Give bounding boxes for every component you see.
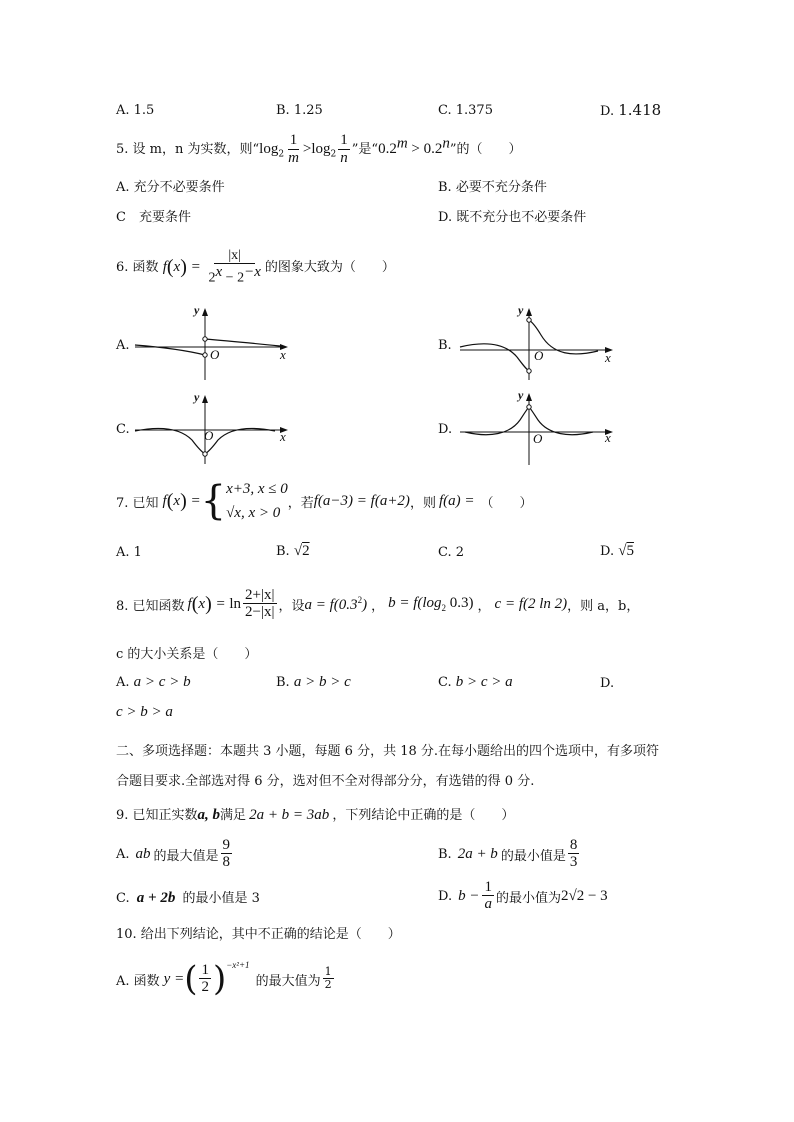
q6-den-base2: 2 [237,271,245,287]
q8-b-def: b = f(log [388,595,442,611]
q6-a-axis-y: y [194,303,200,317]
q9-end: ，下列结论中正确的是（ ） [332,808,515,823]
q7-ask: f(a) = [438,492,475,509]
q9-option-b-label: B. [438,846,452,862]
q8-stem: 8. 已知函数 f(x) = ln $\frac{2+|x|}{2-|x|}$ ，设 $a = f(0.3^2)$ ， $b = f(\log_2$ 0.3) ， c = f(2 ln 2) ，则 a，b， [116,586,640,621]
q9-option-d-label: D. [438,888,453,904]
q6-graph-a [130,305,300,385]
q8-option-d-value: c > b > a [116,704,173,720]
q10-option-a-text: 的最大值为 [255,973,321,989]
q9-option-d-expr: b − [458,887,480,904]
q7-end: （ ） [480,495,533,511]
q9-option-c-text: 的最小值是 3 [182,891,260,906]
q7-case-1: x+3, x ≤ 0 [226,481,288,497]
q7-option-b: B. √2 [276,543,310,559]
q9-option-a-num: 9 [222,836,231,853]
q9-stem [116,804,514,824]
q9-option-c [116,887,260,907]
q8-frac-den: 2−|x| [245,604,275,621]
q9-option-a [116,834,234,874]
q6-d-origin: O [533,431,543,446]
q9-option-a-den: 8 [222,854,231,871]
q5-exp-m: m [396,135,408,152]
q9-option-d-value: 2√2 − 3 [560,887,608,904]
q5-option-d: D. 既不充分也不必要条件 [438,210,587,225]
q5-log-2: log [311,140,331,157]
q7-stem-start: 7. 已知 [116,495,159,511]
q5-option-a: A. 充分不必要条件 [116,180,225,195]
q8-option-a [116,674,191,691]
q7-option-c: C. 2 [438,545,465,560]
q9-stem-start: 9. 已知正实数 [116,808,198,823]
q5-stem-start: 5. 设 m，n 为实数，则“ [116,141,260,157]
q6-c-axis-y: y [194,390,200,404]
q9-option-a-text: 的最大值是 [153,848,219,864]
q8-c-def: c = f(2 ln 2) [494,595,568,612]
q4-option-d [600,101,661,119]
q5-expr-left: 0.2 [378,140,397,157]
q10-max-den: 2 [324,978,332,992]
q9-option-b-num: 8 [569,836,578,853]
q10-y-eq: y = [163,970,185,987]
q10-frac-den: 2 [201,979,209,996]
q10-exponent: −x²+1 [226,960,250,970]
q5-end: ”的（ ） [449,141,522,157]
q5-frac1-num: 1 [289,132,298,148]
q5-frac1-den: m [288,149,299,166]
q8-option-b [276,674,351,691]
q7-option-d-value: 5 [626,543,634,559]
q6-a-origin: O [210,347,220,362]
q6-b-origin: O [534,348,544,363]
q9-option-b [438,834,581,874]
q7-option-a: A. 1 [116,545,142,560]
q8-option-c-label: C. [438,675,452,690]
q8-stem-start: 8. 已知函数 [116,598,185,614]
q5-exp-n: n [442,135,450,152]
q9-condition: 2a + b = 3ab [249,807,330,823]
q8-option-a-value: a > c > b [133,674,191,690]
q7-condition: f(a−3) = f(a+2) [313,492,410,509]
q6-a-axis-x: x [280,347,286,362]
q9-option-a-label: A. [116,846,130,862]
q6-graph-c [130,392,300,467]
q6-stem-start: 6. 函数 [116,260,159,276]
q5-expr-right: 0.2 [423,140,443,157]
q9-option-b-expr: 2a + b [457,845,498,862]
q6-b-axis-y: y [518,303,524,317]
q5-frac2-num: 1 [340,132,348,148]
q6-d-axis-x: x [605,430,611,445]
q7-option-b-value: 2 [302,543,310,559]
q6-stem-end: 的图象大致为（ ） [264,260,395,276]
q9-option-a-expr: ab [135,845,151,862]
q6-c-axis-x: x [280,429,286,444]
q6-c-origin: O [204,428,214,443]
q8-tail: ，则 a，b， [567,598,640,614]
q6-frac-num: |x| [214,248,255,264]
q6-b-axis-x: x [605,350,611,365]
q7-option-b-label: B. [276,544,290,559]
q8-frac-num: 2+|x| [245,586,275,603]
q5-option-b: B. 必要不充分条件 [438,180,547,195]
q9-mid: 满足 [220,808,247,823]
q6-den-base1: 2 [208,271,216,287]
q9-option-d-num: 1 [484,878,492,895]
q5-gt-2: > [411,140,420,157]
q5-stem [116,132,522,167]
q4-option-d-label: D. [600,104,615,119]
q6-option-b-label: B. [438,338,452,353]
q8-b-arg: 0.3) [449,595,474,611]
section2-line2: 合题目要求.全部选对得 6 分，选对但不全对得部分分，有选错的得 0 分. [116,774,535,789]
q5-log-base-2: 2 [330,149,337,160]
q5-log-base: 2 [278,149,285,160]
q8-option-c [438,674,513,691]
q6-stem: 6. 函数 f(x) = $\frac{|x|}{2^x - 2^{-x}}$ 的图象大致为（ ） [116,248,395,287]
q6-option-a-label: A. [116,338,130,353]
q9-option-c-expr: a + 2b [136,890,176,906]
q9-option-d [438,876,608,916]
q8-option-d-label: D. [600,676,615,691]
q6-d-axis-y: y [518,388,524,402]
q7-option-d: D. √5 [600,543,634,559]
q8-ln: ln [229,595,242,612]
q9-option-b-text: 的最小值是 [500,848,566,864]
q4-option-a: A. 1.5 [116,103,155,118]
q10-stem: 10. 给出下列结论，其中不正确的结论是（ ） [116,927,401,942]
q4-option-b: B. 1.25 [276,103,323,118]
q9-option-c-label: C. [116,891,130,906]
q5-log: log [259,140,279,157]
q7-option-d-label: D. [600,544,615,559]
q9-option-b-den: 3 [569,854,578,871]
q10-frac-num: 1 [201,961,209,978]
q8-option-b-label: B. [276,675,290,690]
q6-option-c-label: C. [116,422,130,437]
q9-option-d-text: 的最小值为 [495,890,561,906]
q6-option-d-label: D. [438,422,453,437]
section2-line1: 二、多项选择题：本题共 3 小题，每题 6 分，共 18 分.在每小题给出的四个选项中，有多项符 [116,744,660,759]
q5-frac2-den: n [340,149,348,166]
q7-stem: 7. 已知 f(x) = { x+3, x ≤ 0 √x, x > 0 ，若 f(a−3) = f(a+2) ，则 f(a) = （ ） [116,478,533,524]
q10-max-num: 1 [324,965,332,979]
q10-option-a: A. 函数 y = ( $\frac{1}{2}$ ) −x²+1 的最大值为 $\frac{1}{2}$ [116,959,332,999]
q5-gt: > [302,140,312,157]
q6-graph-b [455,305,620,385]
q8-a-def: a = f(0.3 [304,596,358,613]
q8-option-c-value: b > c > a [455,674,513,690]
q8-option-b-value: a > b > c [293,674,351,690]
q9-vars: a, b [197,807,221,823]
q7-if-text: ，若 [287,495,314,511]
q4-option-c: C. 1.375 [438,103,493,118]
q5-option-c: C 充要条件 [116,210,191,225]
q8-set-text: ，设 [278,598,305,614]
q10-option-a-label: A. 函数 [116,973,160,989]
q8-line2: c 的大小关系是（ ） [116,647,258,662]
q9-option-d-den: a [484,896,492,913]
q8-option-a-label: A. [116,675,130,690]
q7-then-text: ，则 [409,495,436,511]
q7-case-2: x, x > 0 [234,505,281,521]
q4-option-d-value: 1.418 [618,101,662,119]
q6-graph-d [455,390,620,468]
q5-mid: ”是“ [351,141,379,157]
